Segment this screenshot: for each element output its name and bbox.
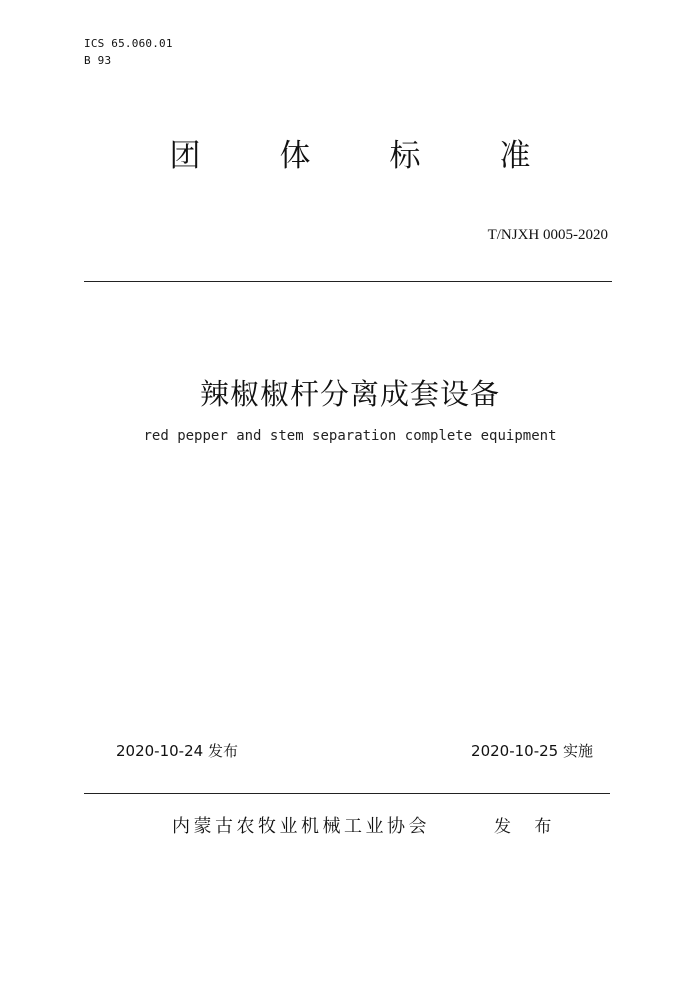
standard-type-char: 体 [279, 138, 311, 174]
ics-code: ICS 65.060.01 [84, 37, 173, 50]
title-chinese: 辣椒椒杆分离成套设备 [199, 377, 500, 411]
top-divider [84, 281, 612, 282]
standard-type-char: 准 [499, 138, 531, 174]
bottom-divider [84, 793, 610, 794]
standard-type-char: 团 [169, 138, 201, 174]
implement-date: 2020-10-25 实施 [471, 742, 593, 760]
publish-date: 2020-10-24 发布 [116, 742, 238, 760]
publisher-name: 内蒙古农牧业机械工业协会 [172, 816, 430, 837]
ccs-code: B 93 [84, 54, 112, 67]
standard-type-heading [0, 130, 700, 174]
standard-number: T/NJXH 0005-2020 [487, 227, 608, 243]
title-english: red pepper and stem separation complete equipment [143, 428, 557, 444]
publish-label: 发 布 [494, 817, 561, 837]
standard-type-char: 标 [389, 138, 421, 174]
